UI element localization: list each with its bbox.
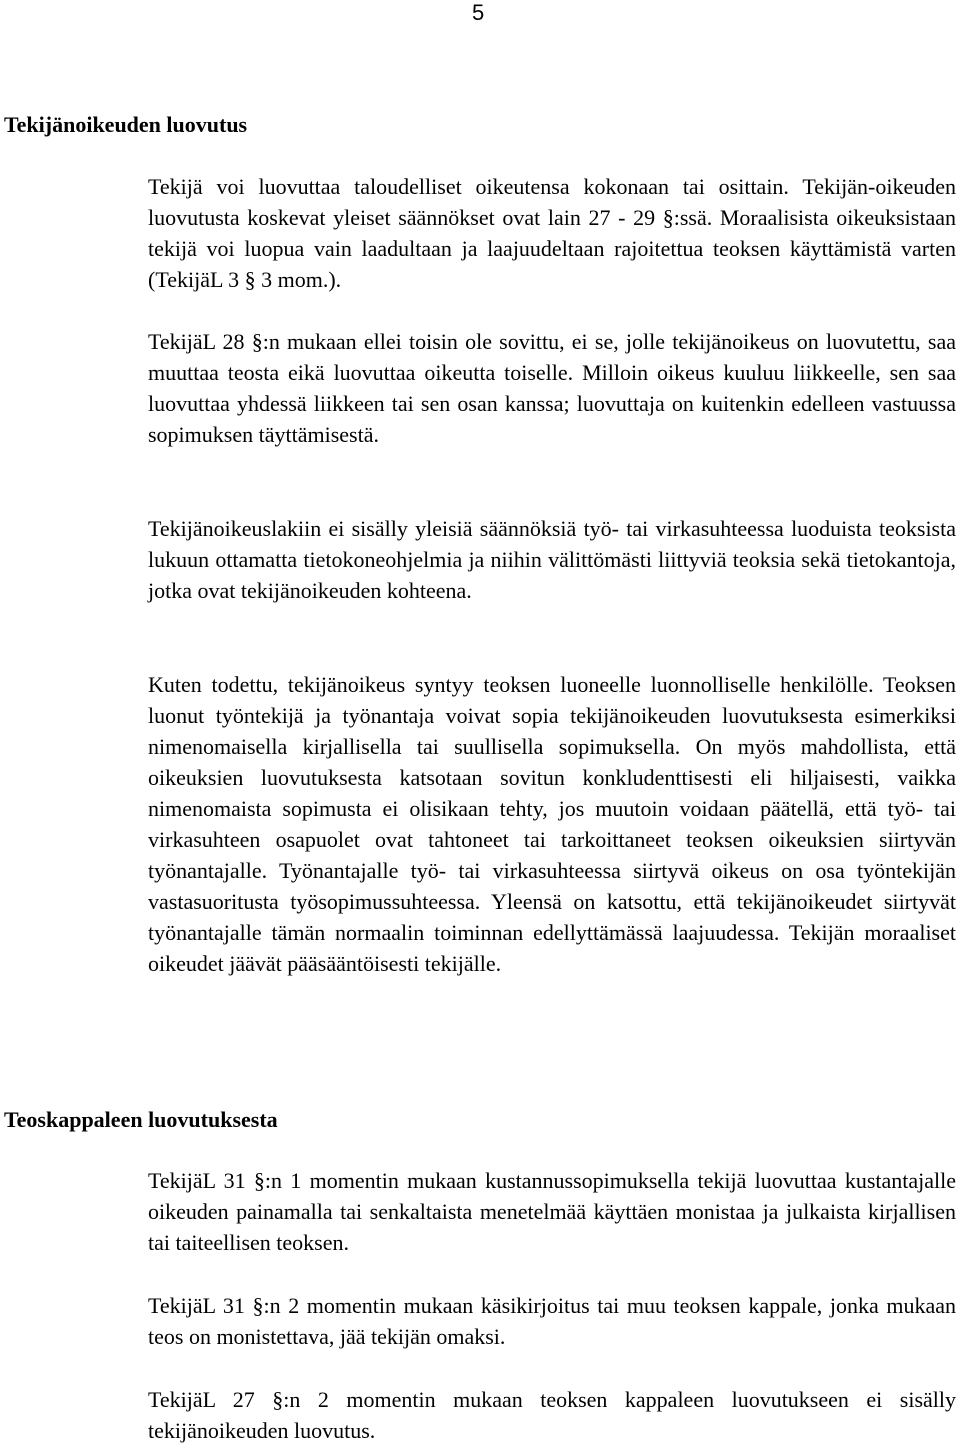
paragraph: TekijäL 27 §:n 2 momentin mukaan teoksen kappaleen luovutukseen ei sisälly tekijänoikeuden luovutus. bbox=[148, 1387, 956, 1443]
paragraph: TekijäL 31 §:n 2 momentin mukaan käsikirjoitus tai muu teoksen kappale, jonka mukaan teos on monistettava, jää tekijän omaksi. bbox=[148, 1293, 956, 1349]
paragraph: TekijäL 31 §:n 1 momentin mukaan kustannussopimuksella tekijä luovuttaa kustantajalle oikeuden painamalla tai senkaltaista menetelmää käyttäen monistaa ja julkaista kirjallisen tai taiteellisen teoksen. bbox=[148, 1168, 956, 1255]
paragraph: Tekijänoikeuslakiin ei sisälly yleisiä säännöksiä työ- tai virkasuhteessa luoduista teoksista lukuun ottamatta tietokoneohjelmia ja niihin välittömästi liittyviä teoksia sekä tietokantoja, jotka ovat tekijänoikeuden kohteena. bbox=[148, 516, 956, 603]
section-heading-tekijanoikeuden-luovutus: Tekijänoikeuden luovutus bbox=[4, 112, 248, 137]
page-number: 5 bbox=[472, 0, 485, 25]
paragraph: Tekijä voi luovuttaa taloudelliset oikeutensa kokonaan tai osittain. Tekijän-oikeuden luovutusta koskevat yleiset säännökset ovat lain 27 - 29 §:ssä. Moraalisista oikeuksistaan tekijä voi luopua vain laadultaan ja laajuudeltaan rajoitettua teoksen käyttämistä varten (TekijäL 3 § 3 mom.). bbox=[148, 174, 956, 292]
section-heading-teoskappaleen-luovutuksesta: Teoskappaleen luovutuksesta bbox=[4, 1107, 278, 1132]
paragraph: Kuten todettu, tekijänoikeus syntyy teoksen luoneelle luonnolliselle henkilölle. Teoksen luonut työntekijä ja työnantaja voivat sopia tekijänoikeuden luovutuksesta esimerkiksi nimenomaisella kirjallisella tai suullisella sopimuksella. On myös mahdollista, että oikeuksien luovutuksesta katsotaan sovitun konkludenttisesti eli hiljaisesti, vaikka nimenomaista sopimusta ei olisikaan tehty, jos muutoin voidaan päätellä, että työ- tai virkasuhteen osapuolet ovat tahtoneet tai tarkoittaneet teoksen oikeuksien siirtyvän työnantajalle. Työnantajalle työ- tai virkasuhteessa siirtyvä oikeus on osa työntekijän vastasuoritusta työsopimussuhteessa. Yleensä on katsottu, että tekijänoikeudet siirtyvät työnantajalle tämän normaalin toiminnan edellyttämässä laajuudessa. Tekijän moraaliset oikeudet jäävät pääsääntöisesti tekijälle. bbox=[148, 672, 956, 976]
paragraph: TekijäL 28 §:n mukaan ellei toisin ole sovittu, ei se, jolle tekijänoikeus on luovutettu, saa muuttaa teosta eikä luovuttaa oikeutta toiselle. Milloin oikeus kuuluu liikkeelle, sen saa luovuttaa yhdessä liikkeen tai sen osan kanssa; luovuttaja on kuitenkin edelleen vastuussa sopimuksen täyttämisestä. bbox=[148, 329, 956, 447]
